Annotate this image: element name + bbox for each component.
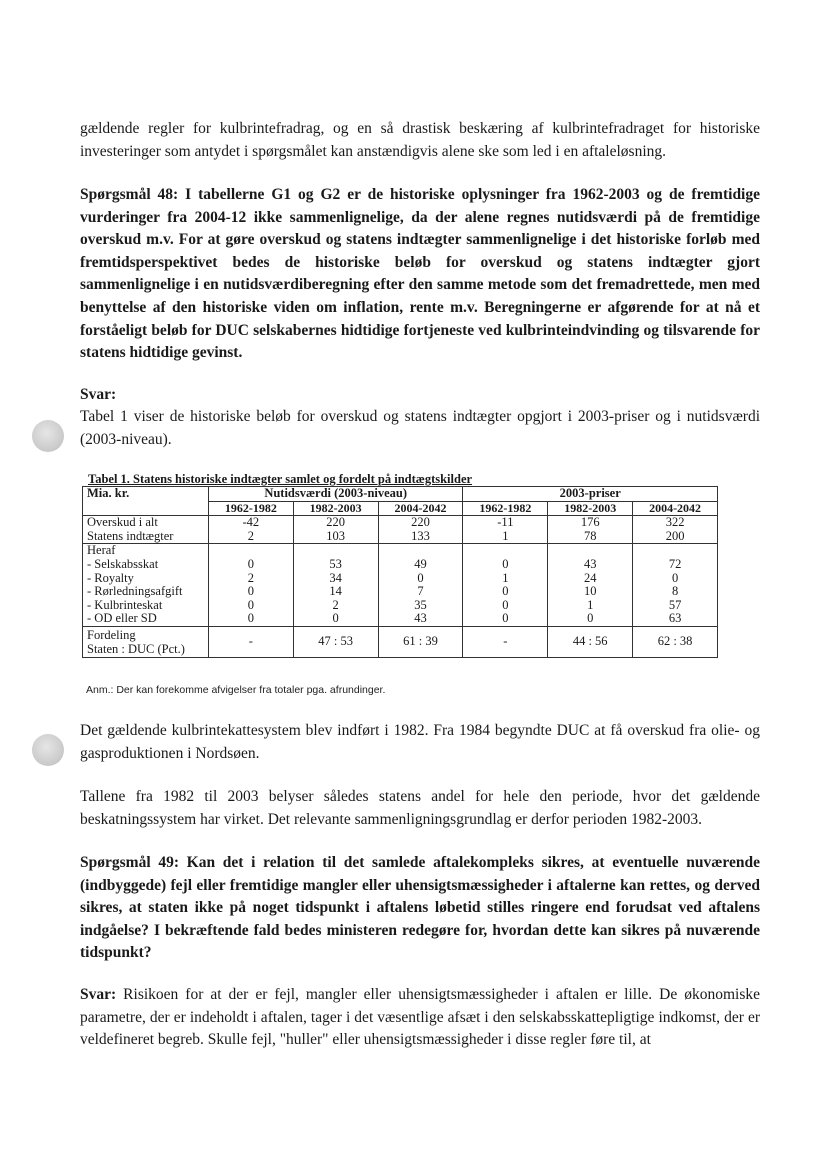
row-label: - Kulbrinteskat [83,599,209,613]
fordeling-cell: 44 : 56 [548,626,633,657]
answer-49-heading: Svar: [80,986,117,1003]
table-cell: 49 [378,558,463,572]
table-cell: 0 [548,612,633,626]
table-cell [633,544,718,558]
revenue-table [82,486,718,658]
table-cell: 63 [633,612,718,626]
table-cell: 2 [208,530,293,544]
table-cell: 0 [293,612,378,626]
table-unit-label: Mia. kr. [83,487,209,516]
paragraph-tallene: Tallene fra 1982 til 2003 belyser således statens andel for hele den periode, hvor det gældende beskatningssystem har virket. Det relevante sammenligningsgrundlag er derfor perioden 1982-2003. [80,788,760,828]
table-cell: 35 [378,599,463,613]
table-cell: 322 [633,516,718,530]
row-label: - Royalty [83,572,209,586]
table-cell: 24 [548,572,633,586]
answer-49 [80,984,760,1052]
table-cell: 0 [463,558,548,572]
table-row-fordeling [83,626,718,657]
table-cell: 14 [293,585,378,599]
table-cell: 34 [293,572,378,586]
table-cell: 0 [208,612,293,626]
row-label: - Selskabsskat [83,558,209,572]
table-cell: 103 [293,530,378,544]
table-cell: 2 [208,572,293,586]
punch-hole-icon [32,420,64,452]
period-header: 2004-2042 [378,501,463,516]
table-cell [463,544,548,558]
table-row [83,585,718,599]
fordeling-cell: 47 : 53 [293,626,378,657]
group-header-2003-priser: 2003-priser [463,487,718,502]
answer-48-text: Tabel 1 viser de historiske beløb for overskud og statens indtægter opgjort i 2003-priser og i nutidsværdi (2003-niveau). [80,408,760,448]
table-cell: 0 [208,599,293,613]
table-cell: 176 [548,516,633,530]
table-row [83,544,718,558]
table-row [83,558,718,572]
table-caption: Tabel 1. Statens historiske indtægter samlet og fordelt på indtægtskilder [88,472,473,486]
table-cell: 1 [463,530,548,544]
table-cell: 0 [378,572,463,586]
table-row [83,599,718,613]
fordeling-cell: 62 : 38 [633,626,718,657]
row-label: Statens indtægter [83,530,209,544]
question-48: Spørgsmål 48: I tabellerne G1 og G2 er de historiske oplysninger fra 1962-2003 og de fremtidige vurderinger fra 2004-12 ikke sammenlignelige, da der alene regnes nutidsværdi på de fremtidige overskud m.v. For at gøre overskud og statens indtægter sammenlignelige i det historiske forløb med fremtidsperspektivet bedes de historiske beløb for overskud og statens indtægter gjort sammenlignelige i en nutidsværdiberegning efter den samme metode som det fremadrettede, men med benyttelse af den historiske viden om inflation, rente m.v. Beregningerne er afgørende for at nå et forståeligt beløb for DUC selskabernes hidtidige fortjeneste ved kulbrinteindvinding og tilsvarende for statens hidtidige gevinst. [80,186,760,362]
table-cell: 7 [378,585,463,599]
table-cell: 200 [633,530,718,544]
table-row [83,516,718,530]
table-cell: 0 [208,558,293,572]
table-cell: 0 [463,612,548,626]
table-row [83,530,718,544]
table-cell [378,544,463,558]
table-cell: 1 [548,599,633,613]
table-cell: -11 [463,516,548,530]
table-cell: 0 [463,585,548,599]
table-cell: 0 [208,585,293,599]
question-49: Spørgsmål 49: Kan det i relation til det samlede aftalekompleks sikres, at eventuelle nuværende (indbyggede) fejl eller fremtidige mangler eller uhensigtsmæssigheder i aftalerne kan rettes, og derved sikres, at staten ikke på noget tidspunkt i aftalens løbetid stilles ringere end forudsat ved aftalens indgåelse? I bekræftende fald bedes ministeren redegøre for, hvordan dette kan sikres på nuværende tidspunkt? [80,854,760,962]
answer-49-text: Risikoen for at der er fejl, mangler eller uhensigtsmæssigheder i aftalen er lille. De økonomiske parametre, der er indeholdt i aftalen, tager i det væsentlige afsæt i den selskabsskattepligtige indkomst, der er veldefineret begreb. Skulle fejl, "huller" eller uhensigtsmæssigheder i disse regler føre til, at [80,986,760,1049]
table-cell: 0 [463,599,548,613]
paragraph-intro: gældende regler for kulbrintefradrag, og en så drastisk beskæring af kulbrintefradraget for historiske investeringer som antydet i spørgsmålet kan anstændigvis alene ske som led i en aftaleløsning. [80,120,760,160]
table-cell: 43 [378,612,463,626]
table-note: Anm.: Der kan forekomme afvigelser fra totaler pga. afrundinger. [86,684,386,696]
answer-48-heading: Svar: [80,386,117,403]
fordeling-cell: - [208,626,293,657]
fordeling-label [83,626,209,657]
row-label: - Rørledningsafgift [83,585,209,599]
paragraph-duc: Det gældende kulbrintekattesystem blev indført i 1982. Fra 1984 begyndte DUC at få overskud fra olie- og gasproduktionen i Nordsøen. [80,722,760,762]
table-cell: 2 [293,599,378,613]
table-cell: 220 [293,516,378,530]
fordeling-label-line2: Staten : DUC (Pct.) [87,641,185,656]
period-header: 1982-2003 [293,501,378,516]
row-label: - OD eller SD [83,612,209,626]
row-label: Overskud i alt [83,516,209,530]
table-cell: -42 [208,516,293,530]
table-cell: 78 [548,530,633,544]
table-row [83,612,718,626]
table-cell: 43 [548,558,633,572]
table-cell [548,544,633,558]
table-cell: 72 [633,558,718,572]
table-cell: 220 [378,516,463,530]
fordeling-cell: 61 : 39 [378,626,463,657]
table-cell: 0 [633,572,718,586]
period-header: 1962-1982 [463,501,548,516]
fordeling-label-line1: Fordeling [87,627,136,642]
table-cell: 8 [633,585,718,599]
table-cell: 53 [293,558,378,572]
table-cell: 57 [633,599,718,613]
table-cell: 1 [463,572,548,586]
punch-hole-icon [32,734,64,766]
table-cell: 133 [378,530,463,544]
table-row [83,572,718,586]
group-header-nutidsvaerdi: Nutidsværdi (2003-niveau) [208,487,463,502]
period-header: 1982-2003 [548,501,633,516]
table-group-header-row [83,487,718,502]
period-header: 2004-2042 [633,501,718,516]
table-cell [208,544,293,558]
row-label: Heraf [83,544,209,558]
period-header: 1962-1982 [208,501,293,516]
table-cell [293,544,378,558]
table-cell: 10 [548,585,633,599]
fordeling-cell: - [463,626,548,657]
